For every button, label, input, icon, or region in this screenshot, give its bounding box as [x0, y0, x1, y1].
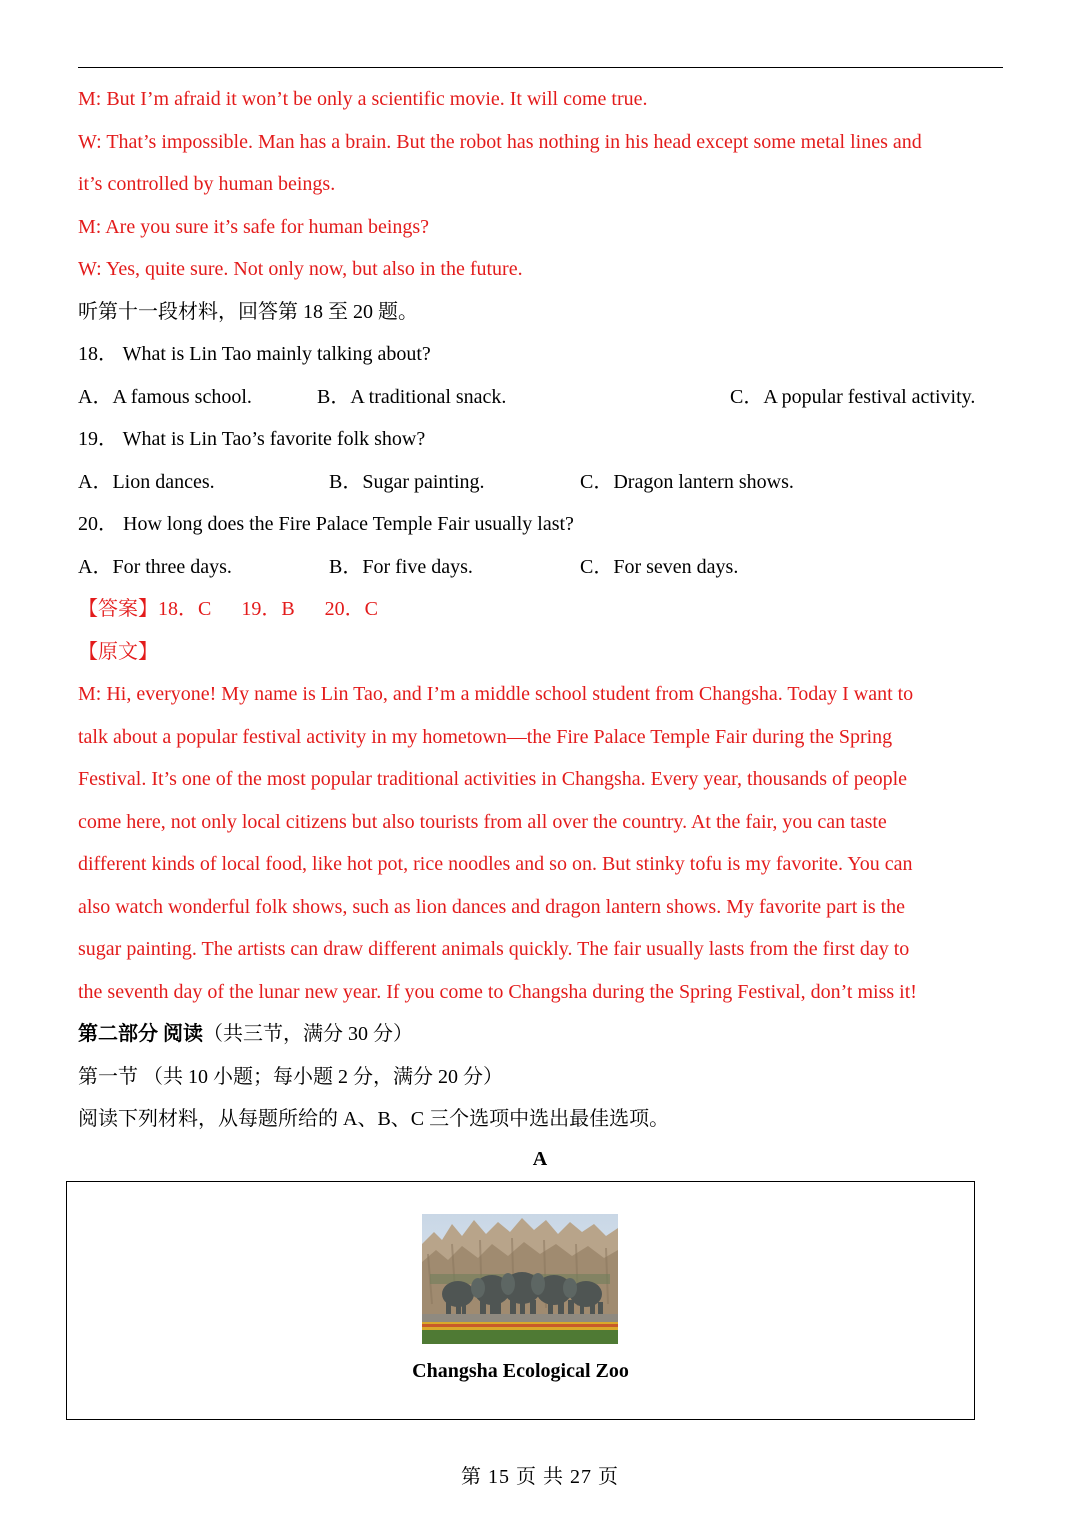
passage-line: come here, not only local citizens but also tourists from all over the country. At the fair, you can taste: [78, 810, 887, 833]
passage-line: talk about a popular festival activity in my hometown—the Fire Palace Temple Fair during the Spring: [78, 725, 893, 748]
question-20-stem: 20． How long does the Fire Palace Temple Fair usually last?: [78, 513, 574, 535]
option-c: C．Dragon lantern shows.: [580, 470, 794, 493]
option-c: C．A popular festival activity.: [730, 385, 976, 408]
passage-line: also watch wonderful folk shows, such as lion dances and dragon lantern shows. My favorite part is the: [78, 895, 906, 918]
option-a: A．A famous school.: [78, 385, 252, 408]
dialogue-line: W: Yes, quite sure. Not only now, but also in the future.: [78, 258, 523, 280]
part-two-note: （共三节，满分 30 分）: [203, 1023, 413, 1045]
dialogue-line: W: That’s impossible. Man has a brain. But the robot has nothing in his head except some metal lines and: [78, 130, 922, 153]
question-19-options: [78, 461, 1008, 504]
passage-line: M: Hi, everyone! My name is Lin Tao, and I’m a middle school student from Changsha. Today I want to: [78, 683, 914, 705]
question-18-options: [78, 376, 1008, 419]
question-20-options: [78, 546, 1008, 589]
question-18-stem: 18． What is Lin Tao mainly talking about?: [78, 343, 431, 365]
option-c: C．For seven days.: [580, 555, 739, 578]
page-footer: 第 15 页 共 27 页: [461, 1466, 619, 1488]
page-content: [78, 78, 1008, 1141]
zoo-photo: [422, 1214, 618, 1344]
option-b: B．Sugar painting.: [329, 470, 485, 493]
dialogue-line: M: Are you sure it’s safe for human beings?: [78, 215, 430, 238]
passage-line: different kinds of local food, like hot pot, rice noodles and so on. But stinky tofu is my favorite. You can: [78, 853, 913, 875]
option-a: A．For three days.: [78, 555, 232, 578]
dialogue-line: it’s controlled by human beings.: [78, 173, 336, 195]
reading-instruction: 阅读下列材料，从每题所给的 A、B、C 三个选项中选出最佳选项。: [78, 1108, 670, 1130]
answer-line: 【答案】18．C 19．B 20．C: [78, 598, 379, 620]
option-b: B．For five days.: [329, 555, 473, 578]
original-text-label: 【原文】: [78, 640, 158, 663]
passage-line: Festival. It’s one of the most popular traditional activities in Changsha. Every year, thousands of people: [78, 768, 908, 790]
passage-line: the seventh day of the lunar new year. If you come to Changsha during the Spring Festival, don’t miss it!: [78, 980, 917, 1003]
section-intro: 听第十一段材料，回答第 18 至 20 题。: [78, 300, 418, 323]
section-one-heading: 第一节 （共 10 小题；每小题 2 分，满分 20 分）: [78, 1065, 503, 1088]
zoo-ad-box: [66, 1181, 975, 1420]
passage-line: sugar painting. The artists can draw different animals quickly. The fair usually lasts from the first day to: [78, 938, 910, 960]
part-two-heading: [78, 1013, 1008, 1056]
header-rule: [78, 67, 1003, 68]
question-19-stem: 19． What is Lin Tao’s favorite folk show?: [78, 428, 426, 450]
dialogue-line: M: But I’m afraid it won’t be only a scientific movie. It will come true.: [78, 88, 648, 110]
elephant-statue-photo-icon: [422, 1214, 618, 1344]
zoo-caption: Changsha Ecological Zoo: [412, 1360, 629, 1382]
option-b: B．A traditional snack.: [317, 385, 507, 408]
option-a: A．Lion dances.: [78, 470, 215, 493]
passage-label: A: [532, 1148, 548, 1170]
part-two-title: 第二部分 阅读: [78, 1023, 203, 1045]
